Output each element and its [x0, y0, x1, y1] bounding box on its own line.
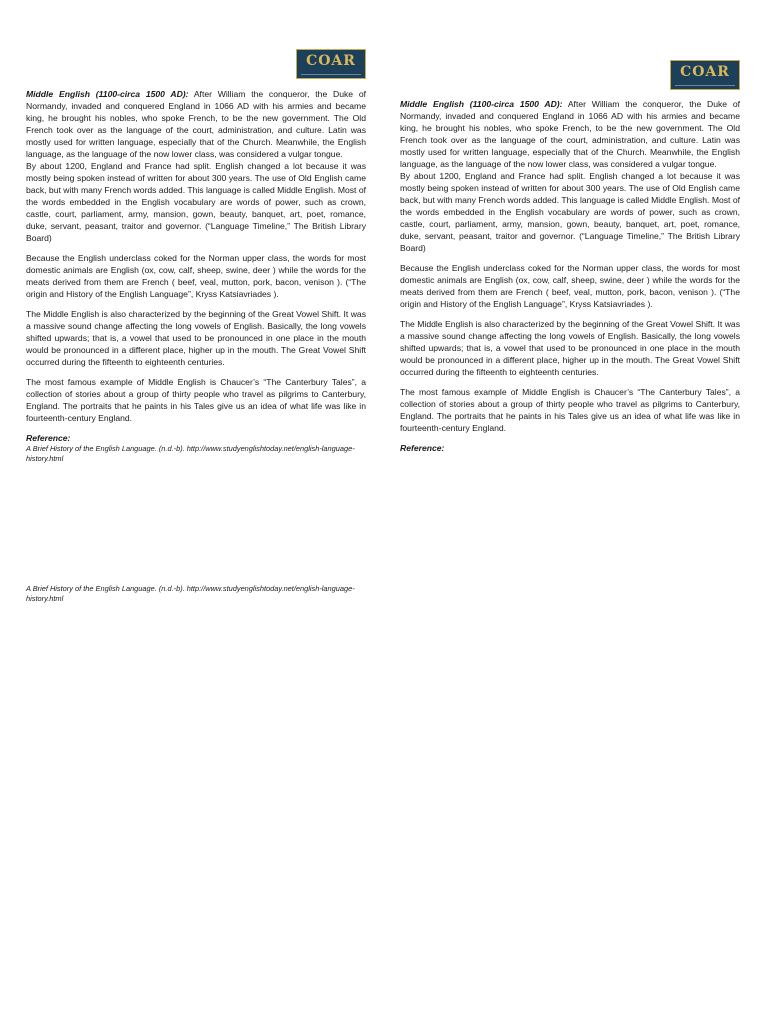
paragraph-vowel-shift: The Middle English is also characterized by the beginning of the Great Vowel Shift. It was a massive sound change affecting the long vowels of English. Basically, the long vowels shifted upwards; that is, a vowel that used to be pronounced in one place in the mouth would be pronounced in a different place, higher up in the mouth. The Great Vowel Shift occurred during the fifteenth to eighteenth centuries. — [400, 319, 740, 377]
logo-tagline-line — [675, 85, 735, 86]
paragraph-animals: Because the English underclass coked for the Norman upper class, the words for most domestic animals are English (ox, cow, calf, sheep, swine, deer ) while the words for the meats derived from them are French ( beef, veal, mutton, pork, bacon, venison ). (“The origin and History of the English Language”, Kryss Katsiavriades ). — [400, 263, 740, 309]
coar-logo — [296, 49, 366, 79]
reference-item: A Brief History of the English Language. (n.d.-b). http://www.studyenglishtoday.net/english-language-history.html — [26, 444, 355, 463]
intro-lead: Middle English (1100-circa 1500 AD): — [400, 99, 563, 109]
intro-text: After William the conqueror, the Duke of Normandy, invaded and conquered England in 1066 AD with his armies and became king, he brought his nobles, who spoke French, to be the new government. The Old French took over as the language of the court, administration, and culture. Latin was mostly used for written language, especially that of the Church. Meanwhile, the English language, as the language of the now lower class, was considered a vulgar tongue. — [400, 99, 740, 169]
coar-logo — [670, 60, 740, 90]
paragraph-split: By about 1200, England and France had split. English changed a lot because it was mostly being spoken instead of written for about 300 years. The use of Old English came back, but with many French words added. This language is called Middle English. Most of the words embedded in the English vocabulary are words of power, such as crown, castle, court, parliament, army, mansion, gown, beauty, banquet, art, poet, romance, duke, servant, peasant, traitor and governor. (“Language Timeline,” The British Library Board) — [400, 171, 740, 253]
reference-heading: Reference: — [400, 443, 445, 453]
logo-text: COAR — [680, 64, 730, 80]
logo-tagline-line — [301, 74, 361, 75]
paragraph-intro — [400, 98, 740, 170]
paragraph-animals: Because the English underclass coked for the Norman upper class, the words for most domestic animals are English (ox, cow, calf, sheep, swine, deer ) while the words for the meats derived from them are French ( beef, veal, mutton, pork, bacon, venison ). (“The origin and History of the English Language”, Kryss Katsiavriades ). — [26, 253, 366, 299]
paragraph-chaucer: The most famous example of Middle English is Chaucer’s “The Canterbury Tales”, a collection of stories about a group of thirty people who travel as pilgrims to Canterbury, England. The portraits that he paints in his Tales give us an idea of what life was like in fourteenth-century England. — [400, 387, 740, 433]
reference-item-repeat: A Brief History of the English Language. (n.d.-b). http://www.studyenglishtoday.net/english-language-history.html — [26, 584, 355, 603]
intro-text: After William the conqueror, the Duke of Normandy, invaded and conquered England in 1066 AD with his armies and became king, he brought his nobles, who spoke French, to be the new government. The Old French took over as the language of the court, administration, and culture. Latin was mostly used for written language, especially that of the Church. Meanwhile, the English language, as the language of the now lower class, was considered a vulgar tongue. — [26, 89, 366, 159]
paragraph-chaucer: The most famous example of Middle English is Chaucer’s “The Canterbury Tales”, a collection of stories about a group of thirty people who travel as pilgrims to Canterbury, England. The portraits that he paints in his Tales give us an idea of what life was like in fourteenth-century England. — [26, 377, 366, 423]
right-column — [400, 98, 740, 454]
paragraph-intro — [26, 88, 366, 160]
left-column — [26, 88, 366, 464]
intro-lead: Middle English (1100-circa 1500 AD): — [26, 89, 189, 99]
reference-heading: Reference: — [26, 433, 71, 443]
logo-text: COAR — [306, 53, 356, 69]
paragraph-split: By about 1200, England and France had split. English changed a lot because it was mostly being spoken instead of written for about 300 years. The use of Old English came back, but with many French words added. This language is called Middle English. Most of the words embedded in the English vocabulary are words of power, such as crown, castle, court, parliament, army, mansion, gown, beauty, banquet, art, poet, romance, duke, servant, peasant, traitor and governor. (“Language Timeline,” The British Library Board) — [26, 161, 366, 243]
paragraph-vowel-shift: The Middle English is also characterized by the beginning of the Great Vowel Shift. It was a massive sound change affecting the long vowels of English. Basically, the long vowels shifted upwards; that is, a vowel that used to be pronounced in one place in the mouth would be pronounced in a different place, higher up in the mouth. The Great Vowel Shift occurred during the fifteenth to eighteenth centuries. — [26, 309, 366, 367]
